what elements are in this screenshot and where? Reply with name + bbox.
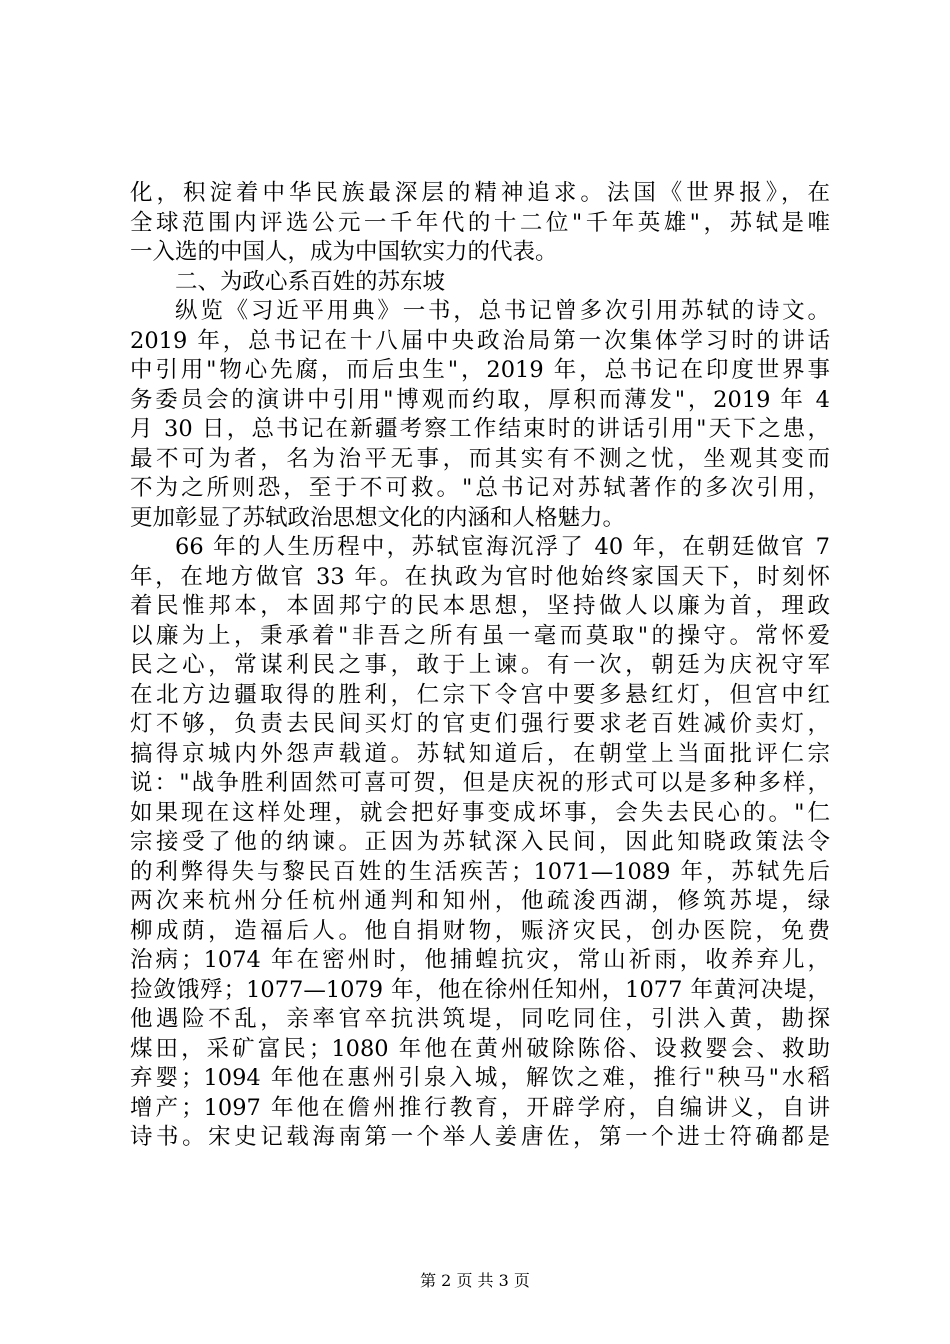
text-line: 66 年的人生历程中，苏轼宦海沉浮了 40 年，在朝廷做官 7: [175, 534, 830, 560]
text-line: 务委员会的演讲中引用"博观而约取，厚积而薄发"，2019 年 4: [130, 386, 830, 413]
text-line: 全球范围内评选公元一千年代的十二位"千年英雄"，苏轼是唯: [130, 209, 830, 236]
text-line: 2019 年，总书记在十八届中央政治局第一次集体学习时的讲话: [130, 327, 830, 354]
text-line: 着民惟邦本，本固邦宁的民本思想，坚持做人以廉为首，理政: [130, 593, 830, 619]
text-line: 诗书。宋史记载海南第一个举人姜唐佐，第一个进士符确都是: [130, 1124, 830, 1150]
text-line: 中引用"物心先腐，而后虫生"，2019 年，总书记在印度世界事: [130, 357, 830, 383]
text-line: 如果现在这样处理，就会把好事变成坏事，会失去民心的。"仁: [130, 799, 830, 826]
text-line: 在北方边疆取得的胜利，仁宗下令宫中要多悬红灯，但宫中红: [130, 681, 830, 708]
text-line: 更加彰显了苏轼政治思想文化的内涵和人格魅力。: [130, 504, 626, 531]
text-line: 治病；1074 年在密州时，他捕蝗抗灾，常山祈雨，收养弃儿，: [130, 947, 830, 973]
text-line: 一入选的中国人，成为中国软实力的代表。: [130, 239, 558, 265]
text-line: 增产；1097 年他在儋州推行教育，开辟学府，自编讲义，自讲: [130, 1094, 830, 1121]
text-line: 不为之所则恐，至于不可救。"总书记对苏轼著作的多次引用，: [130, 475, 830, 501]
text-line: 最不可为者，名为治平无事，而其实有不测之忧，坐观其变而: [130, 445, 830, 472]
text-line: 以廉为上，秉承着"非吾之所有虽一毫而莫取"的操守。常怀爱: [130, 622, 830, 649]
text-line: 他遇险不乱，亲率官卒抗洪筑堤，同吃同住，引洪入黄，勘探: [130, 1006, 830, 1032]
text-line: 搞得京城内外怨声载道。苏轼知道后，在朝堂上当面批评仁宗: [130, 740, 830, 767]
text-line: 的利弊得失与黎民百姓的生活疾苦；1071—1089 年，苏轼先后: [130, 858, 830, 885]
text-line: 年，在地方做官 33 年。在执政为官时他始终家国天下，时刻怀: [130, 563, 830, 590]
text-line: 捡敛饿殍；1077—1079 年，他在徐州任知州，1077 年黄河决堤，: [130, 976, 830, 1003]
text-line: 弃婴；1094 年他在惠州引泉入城，解饮之难，推行"秧马"水稻: [130, 1065, 830, 1091]
page-number-footer: 第 2 页 共 3 页: [420, 1271, 530, 1290]
text-line: 柳成荫，造福后人。他自捐财物，赈济灾民，创办医院，免费: [130, 917, 830, 944]
text-line: 两次来杭州分任杭州通判和知州，他疏浚西湖，修筑苏堤，绿: [130, 888, 830, 914]
text-line: 说："战争胜利固然可喜可贺，但是庆祝的形式可以是多种多样，: [130, 770, 830, 796]
text-line: 纵览《习近平用典》一书，总书记曾多次引用苏轼的诗文。: [175, 298, 830, 324]
text-line: 化，积淀着中华民族最深层的精神追求。法国《世界报》，在: [130, 180, 830, 206]
text-line: 月 30 日，总书记在新疆考察工作结束时的讲话引用"天下之患，: [130, 416, 830, 442]
text-line: 灯不够，负责去民间买灯的官吏们强行要求老百姓减价卖灯，: [130, 711, 830, 737]
text-line: 煤田，采矿富民；1080 年他在黄州破除陈俗、设救婴会、救助: [130, 1035, 830, 1062]
document-body: [130, 179, 830, 1153]
text-line: 宗接受了他的纳谏。正因为苏轼深入民间，因此知晓政策法令: [130, 829, 830, 855]
section-heading: 二、为政心系百姓的苏东坡: [175, 268, 446, 295]
text-line: 民之心，常谋利民之事，敢于上谏。有一次，朝廷为庆祝守军: [130, 652, 830, 678]
